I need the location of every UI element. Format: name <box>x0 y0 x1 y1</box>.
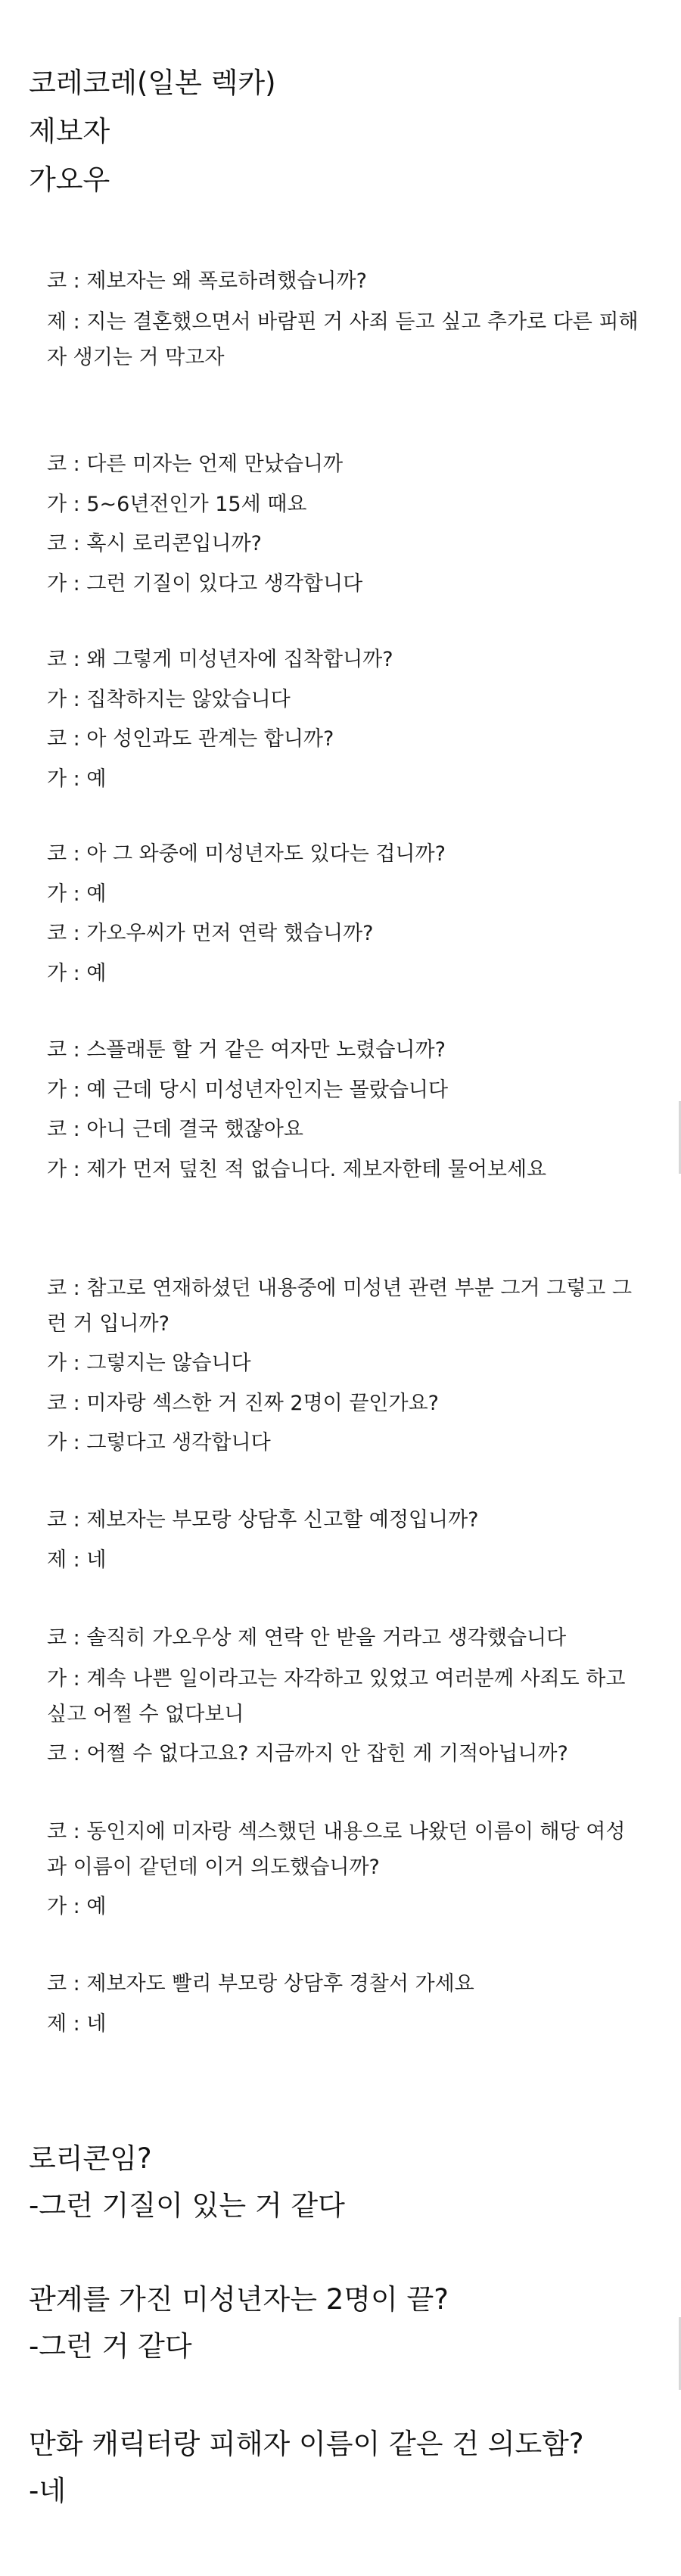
dialog-line: 코 : 동인지에 미자랑 섹스했던 내용으로 나왔던 이름이 해당 여성과 이름이 같던데 이거 의도했습니까? <box>47 1820 626 1879</box>
header-informant: 제보자 <box>29 115 110 148</box>
dialog-section <box>47 640 645 799</box>
summary-question: 관계를 가진 미성년자는 2명이 끝? <box>29 2283 449 2316</box>
dialog-line: 코 : 솔직히 가오우상 제 연락 안 받을 거라고 생각했습니다 <box>47 1626 567 1650</box>
header-title: 코레코레(일본 렉카) <box>29 67 276 99</box>
dialog-line: 가 : 그렇다고 생각합니다 <box>47 1431 271 1454</box>
dialog-line: 코 : 미자랑 섹스한 거 진짜 2명이 끝인가요? <box>47 1391 439 1415</box>
dialog-line: 코 : 아니 근데 결국 했잖아요 <box>47 1118 303 1141</box>
dialog-section <box>47 1619 645 1774</box>
dialog-line: 코 : 다른 미자는 언제 만났습니까 <box>47 453 344 476</box>
post-header <box>29 59 649 204</box>
dialog-line: 코 : 제보자는 왜 폭로하려했습니까? <box>47 269 367 293</box>
dialog-line: 코 : 가오우씨가 먼저 연락 했습니까? <box>47 922 374 945</box>
summary-block <box>29 2421 649 2515</box>
dialog-line: 코 : 아 성인과도 관계는 합니까? <box>47 727 334 751</box>
dialog-section <box>47 1965 645 2044</box>
summary-block <box>29 2136 649 2229</box>
dialog-line: 코 : 참고로 연재하셨던 내용중에 미성년 관련 부분 그거 그렇고 그런 거 입니까? <box>47 1277 633 1336</box>
summary-question: 로리콘임? <box>29 2142 152 2175</box>
header-gaou: 가오우 <box>29 163 110 196</box>
summary-answer: -네 <box>29 2475 67 2507</box>
dialog-section <box>47 1501 645 1580</box>
dialog-section <box>47 262 645 378</box>
dialog-line: 가 : 그런 기질이 있다고 생각합니다 <box>47 571 363 596</box>
summary-block <box>29 2276 649 2370</box>
dialog-line: 코 : 혹시 로리콘입니까? <box>47 532 262 555</box>
dialog-line: 제 : 네 <box>47 2011 107 2036</box>
summary-answer: -그런 기질이 있는 거 같다 <box>29 2189 345 2222</box>
dialog-line: 가 : 예 근데 당시 미성년자인지는 몰랐습니다 <box>47 1078 449 1102</box>
dialog-line: 제 : 지는 결혼했으면서 바람핀 거 사죄 듣고 싶고 추가로 다른 피해자 생기는 거 막고자 <box>47 310 639 369</box>
dialog-line: 가 : 그렇지는 않습니다 <box>47 1352 251 1375</box>
dialog-line: 코 : 왜 그렇게 미성년자에 집착합니까? <box>47 648 393 671</box>
dialog-line: 코 : 제보자는 부모랑 상담후 신고할 예정입니까? <box>47 1508 479 1532</box>
dialog-line: 가 : 예 <box>47 882 107 906</box>
dialog-section <box>47 835 645 994</box>
dialog-section <box>47 1812 645 1927</box>
dialog-line: 코 : 제보자도 빨리 부모랑 상담후 경찰서 가세요 <box>47 1972 474 1996</box>
dialog-line: 가 : 계속 나쁜 일이라고는 자각하고 있었고 여러분께 사죄도 하고 싶고 어쩔 수 없다보니 <box>47 1666 626 1726</box>
dialog-section <box>47 1268 645 1464</box>
dialog-line: 가 : 5~6년전인가 15세 때요 <box>47 492 307 516</box>
dialog-section <box>47 1031 645 1190</box>
dialog-line: 가 : 제가 먼저 덮친 적 없습니다. 제보자한테 물어보세요 <box>47 1157 547 1181</box>
dialog-line: 가 : 예 <box>47 961 107 985</box>
summary-question: 만화 캐릭터랑 피해자 이름이 같은 건 의도함? <box>29 2428 584 2460</box>
dialog-line: 가 : 예 <box>47 1895 107 1918</box>
dialog-line: 가 : 예 <box>47 767 107 791</box>
dialog-line: 제 : 네 <box>47 1548 107 1572</box>
dialog-line: 코 : 스플래툰 할 거 같은 여자만 노렸습니까? <box>47 1038 446 1062</box>
dialog-line: 코 : 아 그 와중에 미성년자도 있다는 겁니까? <box>47 842 446 866</box>
dialog-line: 가 : 집착하지는 않았습니다 <box>47 687 291 711</box>
dialog-line: 코 : 어쩔 수 없다고요? 지금까지 안 잡힌 게 기적아닙니까? <box>47 1741 568 1766</box>
dialog-section <box>47 445 645 604</box>
summary-answer: -그런 거 같다 <box>29 2330 192 2363</box>
